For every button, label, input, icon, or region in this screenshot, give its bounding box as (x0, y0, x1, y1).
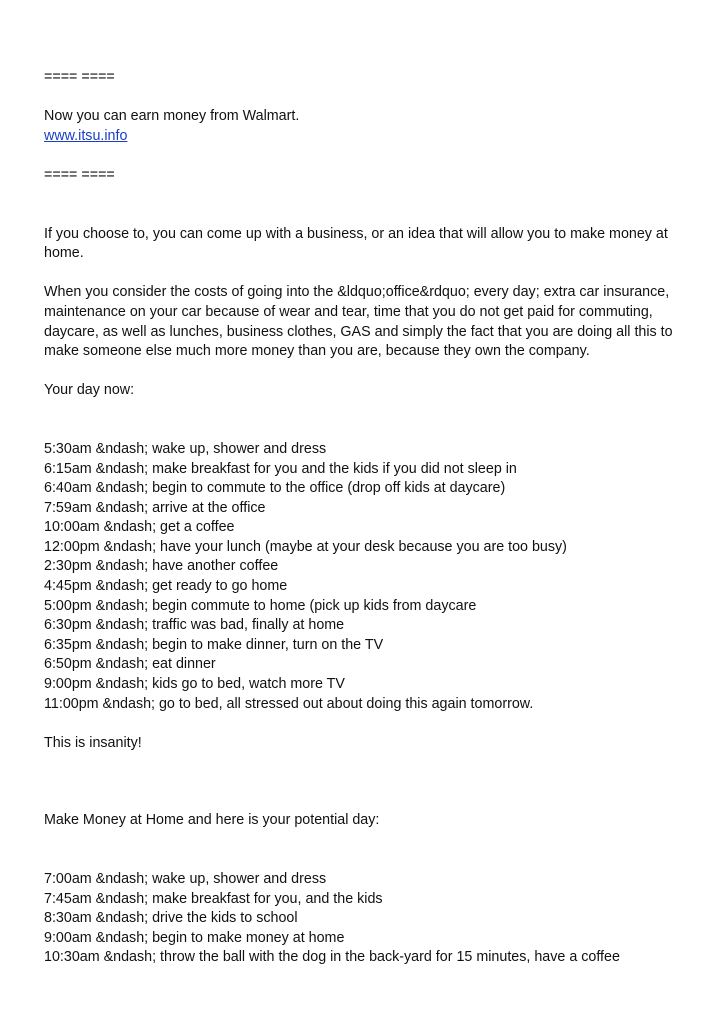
promo-link[interactable]: www.itsu.info (44, 127, 128, 144)
schedule-item: 7:45am &ndash; make breakfast for you, and the kids (44, 890, 383, 907)
schedule-item: 7:00am &ndash; wake up, shower and dress (44, 871, 327, 887)
schedule-item: 12:00pm &ndash; have your lunch (maybe at your desk because you are too busy) (44, 538, 567, 555)
separator-top: ==== ==== (44, 69, 115, 85)
schedule-item: 6:35pm &ndash; begin to make dinner, turn on the TV (44, 636, 384, 653)
intro-paragraph: If you choose to, you can come up with a business, or an idea that will allow you to make money at home. (44, 225, 668, 262)
schedule-item: 2:30pm &ndash; have another coffee (44, 558, 279, 575)
schedule-item: 10:30am &ndash; throw the ball with the dog in the back-yard for 15 minutes, have a coffee (44, 949, 620, 966)
schedule-item: 9:00pm &ndash; kids go to bed, watch more TV (44, 676, 345, 693)
schedule-item: 7:59am &ndash; arrive at the office (44, 499, 266, 516)
separator-bottom: ==== ==== (44, 166, 115, 183)
schedule-item: 4:45pm &ndash; get ready to go home (44, 578, 288, 595)
schedule-item: 5:30am &ndash; wake up, shower and dress (44, 440, 327, 457)
document-body (44, 68, 684, 968)
schedule-item: 11:00pm &ndash; go to bed, all stressed out about doing this again tomorrow. (44, 695, 534, 712)
home-schedule-list (44, 870, 684, 968)
schedule-item: 6:30pm &ndash; traffic was bad, finally at home (44, 617, 345, 634)
schedule-item: 10:00am &ndash; get a coffee (44, 519, 235, 536)
schedule-item: 5:00pm &ndash; begin commute to home (pick up kids from daycare (44, 597, 477, 614)
promo-text: Now you can earn money from Walmart. (44, 108, 300, 125)
costs-paragraph: When you consider the costs of going into the &ldquo;office&rdquo; every day; extra car insurance, maintenance on your car because of wear and tear, time that you do not get paid for commuting, daycare, as well as lunches, business clothes, GAS and simply the fact that you are doing all this to make someone else much more money than you are, because they own the company. (44, 284, 673, 360)
schedule-item: 9:00am &ndash; begin to make money at home (44, 929, 345, 946)
current-schedule-list (44, 440, 684, 714)
schedule-item: 6:50pm &ndash; eat dinner (44, 656, 216, 673)
schedule-item: 8:30am &ndash; drive the kids to school (44, 910, 298, 927)
insanity-line: This is insanity! (44, 734, 142, 751)
schedule-item: 6:15am &ndash; make breakfast for you and the kids if you did not sleep in (44, 460, 517, 477)
schedule-item: 6:40am &ndash; begin to commute to the office (drop off kids at daycare) (44, 480, 506, 497)
home-heading: Make Money at Home and here is your potential day: (44, 812, 380, 829)
your-day-heading: Your day now: (44, 382, 135, 399)
